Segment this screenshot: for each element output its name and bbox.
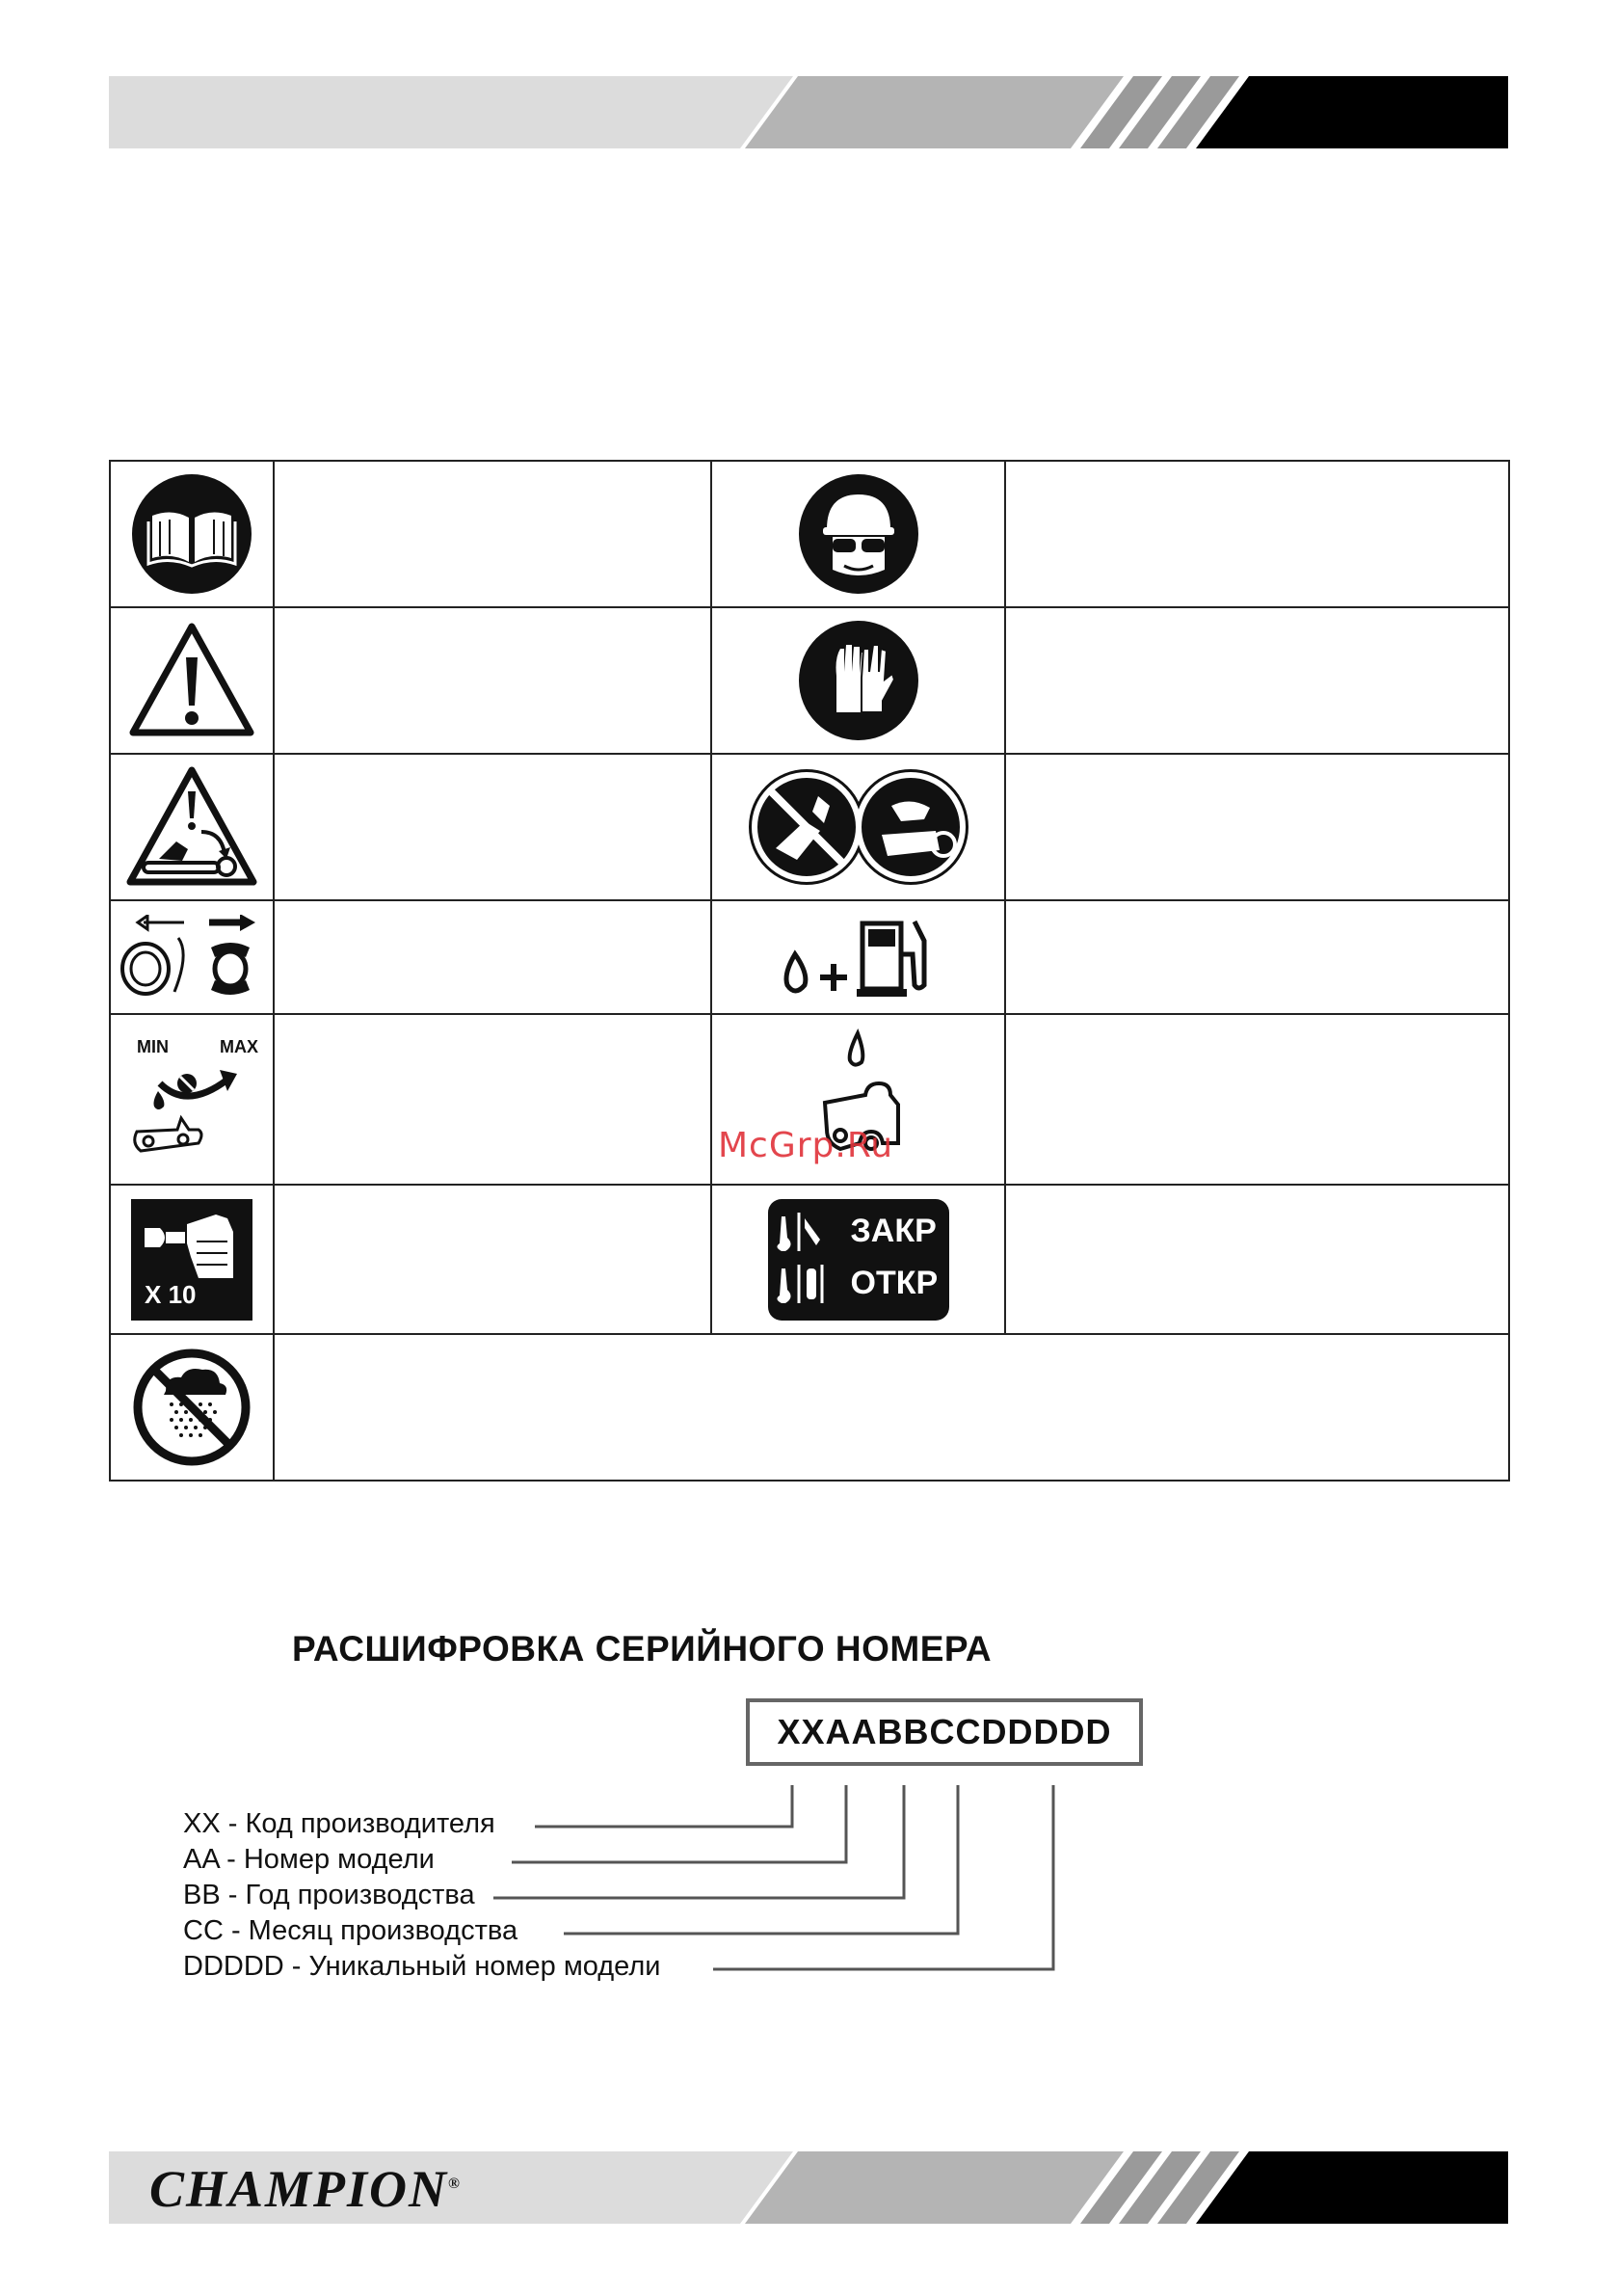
registered-mark: ®: [448, 2176, 462, 2192]
primer-count-label: X 10: [145, 1279, 197, 1309]
min-label: MIN: [137, 1036, 169, 1056]
legend-item: CC - Месяц производства: [183, 1915, 518, 1946]
max-label: MAX: [220, 1036, 258, 1056]
watermark: McGrp.Ru: [718, 1126, 894, 1165]
champion-logo: [149, 2159, 462, 2219]
legend-item: AA - Номер модели: [183, 1844, 435, 1875]
serial-code: XXAABBCCDDDDD: [777, 1712, 1112, 1751]
choke-open-label: ОТКР: [850, 1264, 939, 1301]
legend-item: BB - Год производства: [183, 1880, 475, 1910]
legend-item: XX - Код производителя: [183, 1808, 495, 1839]
legend-item: DDDDD - Уникальный номер модели: [183, 1951, 661, 1982]
choke-closed-label: ЗАКР: [850, 1212, 937, 1249]
brand-name: CHAMPION: [149, 2160, 449, 2218]
serial-title: РАСШИФРОВКА СЕРИЙНОГО НОМЕРА: [292, 1629, 993, 1669]
